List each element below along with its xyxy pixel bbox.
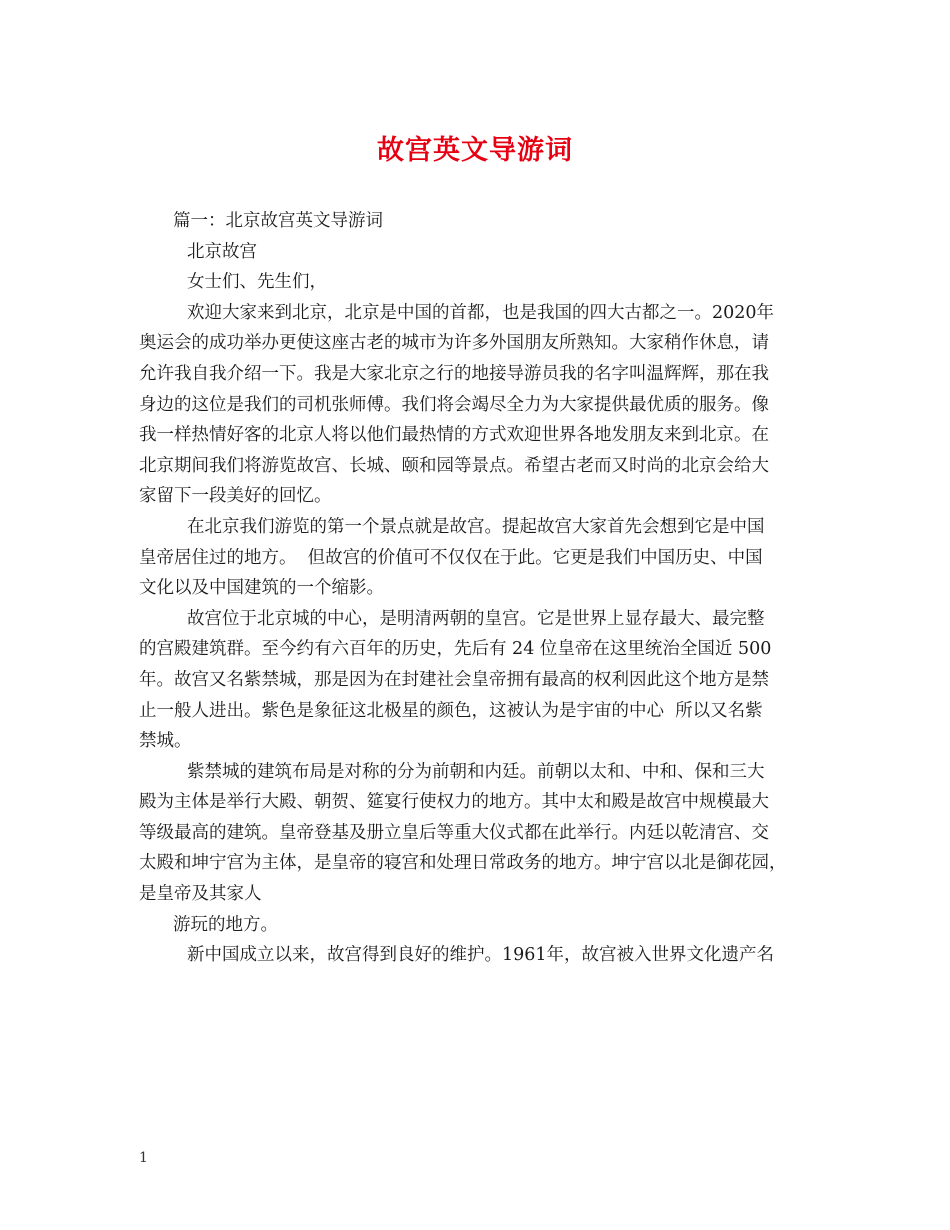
paragraph-line: 新中国成立以来，故宫得到良好的维护。1961年，故宫被入世界文化遗产名: [187, 945, 775, 966]
paragraph-line: 北京期间我们将游览故宫、长城、颐和园等景点。希望古老而又时尚的北京会给大: [139, 455, 769, 476]
paragraph-line: 止一般人进出。紫色是象征这北极星的颜色，这被认为是宇宙的中心 所以又名紫: [139, 700, 763, 721]
paragraph-line: 等级最高的建筑。皇帝登基及册立皇后等重大仪式都在此举行。内廷以乾清宫、交: [139, 822, 769, 843]
subheading: 北京故宫: [187, 241, 257, 262]
paragraph-line: 允许我自我介绍一下。我是大家北京之行的地接导游员我的名字叫温辉辉，那在我: [139, 363, 769, 384]
paragraph-line: 的宫殿建筑群。至今约有六百年的历史，先后有 24 位皇帝在这里统治全国近 500: [139, 639, 772, 660]
paragraph-line: 故宫位于北京城的中心，是明清两朝的皇宫。它是世界上显存最大、最完整: [187, 608, 765, 629]
paragraph-line: 紫禁城的建筑布局是对称的分为前朝和内廷。前朝以太和、中和、保和三大: [187, 761, 765, 782]
page-number: 1: [139, 1150, 148, 1166]
paragraph-line: 我一样热情好客的北京人将以他们最热情的方式欢迎世界各地发朋友来到北京。在: [139, 425, 769, 446]
paragraph-line: 在北京我们游览的第一个景点就是故宫。提起故宫大家首先会想到它是中国: [187, 516, 765, 537]
paragraph-line: 欢迎大家来到北京，北京是中国的首都，也是我国的四大古都之一。2020年: [187, 302, 775, 323]
paragraph-line: 文化以及中国建筑的一个缩影。: [139, 578, 384, 599]
paragraph-line: 家留下一段美好的回忆。: [139, 486, 332, 507]
paragraph-line: 皇帝居住过的地方。 但故宫的价值可不仅仅在于此。它更是我们中国历史、中国: [139, 547, 763, 568]
paragraph-line: 是皇帝及其家人: [139, 884, 262, 905]
paragraph-line: 殿为主体是举行大殿、朝贺、筵宴行使权力的地方。其中太和殿是故宫中规模最大: [139, 792, 769, 813]
section-heading: 篇一：北京故宫英文导游词: [173, 211, 383, 231]
paragraph-line: 年。故宫又名紫禁城，那是因为在封建社会皇帝拥有最高的权利因此这个地方是禁: [139, 669, 769, 690]
paragraph-line: 禁城。: [139, 731, 192, 752]
greeting-line: 女士们、先生们，: [187, 272, 327, 293]
paragraph-line: 奥运会的成功举办更使这座古老的城市为许多外国朋友所熟知。大家稍作休息，请: [139, 333, 769, 354]
paragraph-line: 身边的这位是我们的司机张师傅。我们将会竭尽全力为大家提供最优质的服务。像: [139, 394, 769, 415]
paragraph-line: 游玩的地方。: [173, 914, 278, 935]
document-body: [139, 206, 811, 971]
paragraph-line: 太殿和坤宁宫为主体，是皇帝的寝宫和处理日常政务的地方。坤宁宫以北是御花园，: [139, 853, 787, 874]
document-title: 故宫英文导游词: [377, 135, 573, 166]
